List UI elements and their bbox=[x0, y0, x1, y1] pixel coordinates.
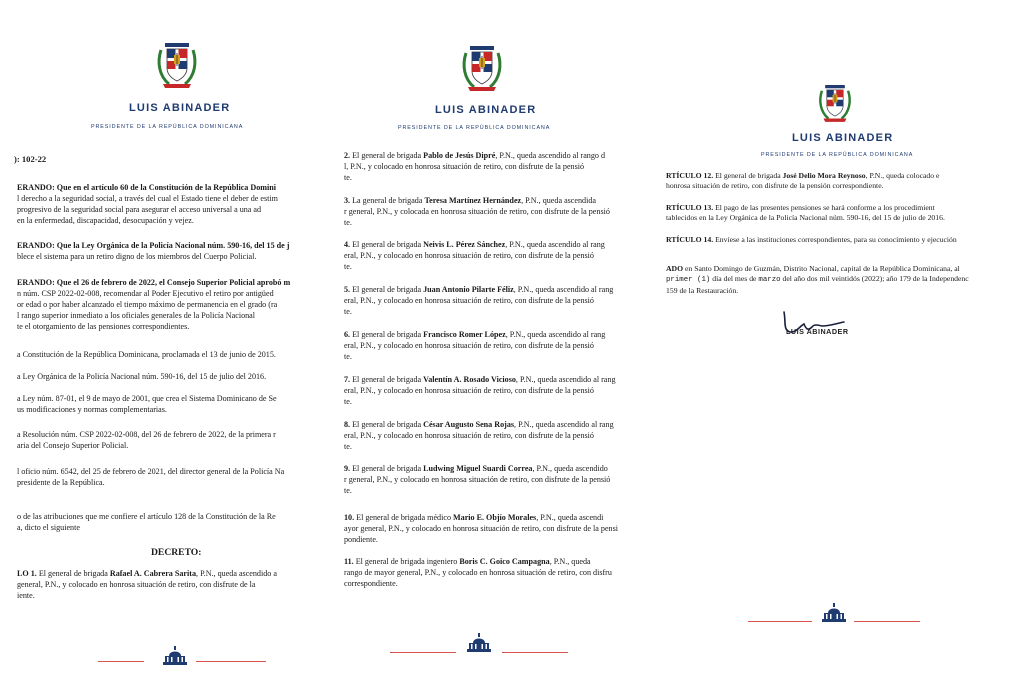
footer-rule-left bbox=[390, 652, 456, 653]
articulo-9: 9. El general de brigada Ludwing Miguel Suardi Correa, P.N., queda ascendido r general, P.N., y colocado en honrosa situación de retiro, con disfrute de la pensió te. bbox=[344, 464, 611, 495]
footer-rule-right bbox=[854, 621, 920, 622]
palace-emblem-icon bbox=[464, 632, 494, 659]
articulo-14: RTÍCULO 14. Envíese a las instituciones correspondientes, para su conocimiento y ejecución bbox=[666, 235, 957, 244]
dado-en: ADO en Santo Domingo de Guzmán, Distrito Nacional, capital de la República Dominicana, al primer (1) día del mes de marzo del año dos mil veintidós (2022); año 179 de la Independenc 159 de la Restauración. bbox=[666, 264, 969, 295]
vista-3: a Ley núm. 87-01, el 9 de mayo de 2001, que crea el Sistema Dominicano de Se us modificaciones y normas complementarias. bbox=[17, 394, 277, 414]
header-subtitle: PRESIDENTE DE LA REPÚBLICA DOMINICANA bbox=[761, 152, 914, 158]
atribuciones: o de las atribuciones que me confiere el artículo 128 de la Constitución de la Re a, dicto el siguiente bbox=[17, 512, 276, 532]
articulo-8: 8. El general de brigada César Augusto Sena Rojas, P.N., queda ascendido al rang eral, P.N., y colocado en honrosa situación de retiro, con disfrute de la pensió te. bbox=[344, 420, 614, 451]
articulo-2: 2. El general de brigada Pablo de Jesús Dipré, P.N., queda ascendido al rango d l, P.N., y colocado en honrosa situación de retiro, con disfrute de la pensió te. bbox=[344, 151, 606, 182]
articulo-11: 11. El general de brigada ingeniero Boris C. Goico Campagna, P.N., queda rango de mayor general, P.N., y colocado en honrosa situación de retiro, con disfru correspondiente. bbox=[344, 557, 612, 588]
signature-name: LUIS ABINADER bbox=[786, 327, 849, 336]
articulo-5: 5. El general de brigada Juan Antonio Pilarte Féliz, P.N., queda ascendido al rang eral, P.N., y colocado en honrosa situación de retiro, con disfrute de la pensió te. bbox=[344, 285, 614, 316]
header-name: LUIS ABINADER bbox=[435, 104, 537, 116]
footer-rule-left bbox=[98, 661, 144, 662]
articulo-10: 10. El general de brigada médico Mario E. Objío Morales, P.N., queda ascendi ayor general, P.N., y colocado en honrosa situación de retiro, con disfrute de la pensi pondiente. bbox=[344, 513, 618, 544]
articulo-3: 3. La general de brigada Teresa Martínez Hernández, P.N., queda ascendida r general, P.N., y colocada en honrosa situación de retiro, con disfrute de la pensió te. bbox=[344, 196, 610, 227]
vista-4: a Resolución núm. CSP 2022-02-008, del 26 de febrero de 2022, de la primera r aria del Consejo Superior Policial. bbox=[17, 430, 276, 450]
articulo-6: 6. El general de brigada Francisco Romer López, P.N., queda ascendido al rang eral, P.N., y colocado en honrosa situación de retiro, con disfrute de la pensió te. bbox=[344, 330, 606, 361]
considerando-3: ERANDO: Que el 26 de febrero de 2022, el Consejo Superior Policial aprobó m n núm. CSP 2022-02-008, recomendar al Poder Ejecutivo el retiro por antigüed or edad o por haber alcanzado el tiempo máximo de permanencia en el grado (ra l rango superior inmediato a los oficiales generales de la Policía Nacional te el otorgamiento de las pensiones correspondientes. bbox=[17, 278, 291, 331]
header-subtitle: PRESIDENTE DE LA REPÚBLICA DOMINICANA bbox=[91, 124, 244, 130]
decree-page-1 bbox=[0, 0, 344, 677]
header-subtitle: PRESIDENTE DE LA REPÚBLICA DOMINICANA bbox=[398, 125, 551, 131]
decree-number: ): 102-22 bbox=[14, 154, 47, 164]
header-name: LUIS ABINADER bbox=[129, 102, 231, 114]
articulo-7: 7. El general de brigada Valentín A. Rosado Vicioso, P.N., queda ascendido al rang eral, P.N., y colocado en honrosa situación de retiro, con disfrute de la pensió te. bbox=[344, 375, 616, 406]
signature bbox=[778, 304, 848, 343]
considerando-2: ERANDO: Que la Ley Orgánica de la Policía Nacional núm. 590-16, del 15 de j blece el sistema para un retiro digno de los miembros del Cuerpo Policial. bbox=[17, 241, 290, 261]
decree-page-3 bbox=[666, 0, 1024, 640]
vista-2: a Ley Orgánica de la Policía Nacional núm. 590-16, del 15 de julio del 2016. bbox=[17, 372, 267, 381]
coat-of-arms-icon bbox=[460, 43, 504, 93]
articulo-1: LO 1. El general de brigada Rafael A. Cabrera Sarita, P.N., queda ascendido a general, P.N., y colocado en honrosa situación de retiro, con disfrute de la iente. bbox=[17, 569, 277, 600]
footer-rule-right bbox=[502, 652, 568, 653]
decreto-heading: DECRETO: bbox=[151, 547, 202, 558]
header-name: LUIS ABINADER bbox=[792, 132, 894, 144]
considerando-1: ERANDO: Que en el artículo 60 de la Constitución de la República Domini l derecho a la seguridad social, a través del cual el Estado tiene el deber de estim progresivo de la seguridad social para asegurar el acceso universal a una ad en la enfermedad, discapacidad, desocupación y vejez. bbox=[17, 183, 278, 225]
vista-1: a Constitución de la República Dominicana, proclamada el 13 de junio de 2015. bbox=[17, 350, 276, 359]
articulo-12: RTÍCULO 12. El general de brigada José Delio Mora Reynoso, P.N., queda colocado e honrosa situación de retiro, con disfrute de la pensión correspondiente. bbox=[666, 171, 940, 191]
coat-of-arms-icon bbox=[817, 82, 853, 124]
palace-emblem-icon bbox=[819, 602, 849, 629]
decree-page-2 bbox=[336, 0, 670, 677]
coat-of-arms-icon bbox=[155, 40, 199, 90]
footer-rule-right bbox=[196, 661, 266, 662]
articulo-4: 4. El general de brigada Neivis L. Pérez Sánchez, P.N., queda ascendido al rang eral, P.N., y colocado en honrosa situación de retiro, con disfrute de la pensió te. bbox=[344, 240, 605, 271]
articulo-13: RTÍCULO 13. El pago de las presentes pensiones se hará conforme a los procedimient tablecidos en la Ley Orgánica de la Policía Nacional núm. 590-16, del 15 de julio de 2016. bbox=[666, 203, 945, 223]
palace-emblem-icon bbox=[160, 645, 190, 672]
vista-5: l oficio núm. 6542, del 25 de febrero de 2021, del director general de la Policía Na presidente de la República. bbox=[17, 467, 285, 487]
footer-rule-left bbox=[748, 621, 812, 622]
